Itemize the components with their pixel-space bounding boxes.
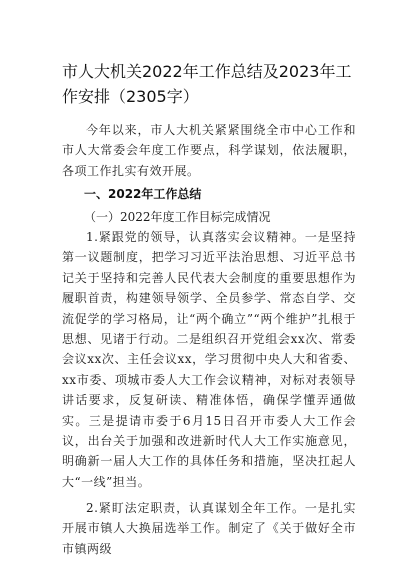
paragraph-2: 2.紧盯法定职责，认真谋划全年工作。一是扎实开展市镇人大换届选举工作。制定了《关于做好全市市镇两级: [62, 501, 356, 556]
subsection-heading: （一）2022年度工作目标完成情况: [84, 210, 271, 224]
paragraph-1: 1.紧跟党的领导，认真落实会议精神。一是坚持第一议题制度，把学习习近平法治思想、习近平总书记关于坚持和完善人民代表大会制度的重要思想作为履职首责，构建领导领学、全员参学、常态自学、交流促学的学习格局，让“两个确立”“两个维护”扎根于思想、见诸于行动。二是组织召开党组会xx次、常委会议xx次、主任会议xx，学习贯彻中央人大和省委、xx市委、项城市委人大工作会议精神，对标对表领导讲话要求，反复研读、精准体悟，确保学懂弄通做实。三是提请市委于6月15日召开市委人大工作会议，出台关于加强和改进新时代人大工作实施意见，明确新一届人大工作的具体任务和措施，坚决扛起人大“一线”担当。: [62, 230, 356, 489]
document-title: 市人大机关2022年工作总结及2023年工作安排（2305字）: [62, 62, 352, 106]
section-heading: 一、2022年工作总结: [84, 187, 202, 201]
intro-paragraph: 今年以来，市人大机关紧紧围绕全市中心工作和市人大常委会年度工作要点，科学谋划，依法履职，各项工作扎实有效开展。: [62, 123, 356, 178]
